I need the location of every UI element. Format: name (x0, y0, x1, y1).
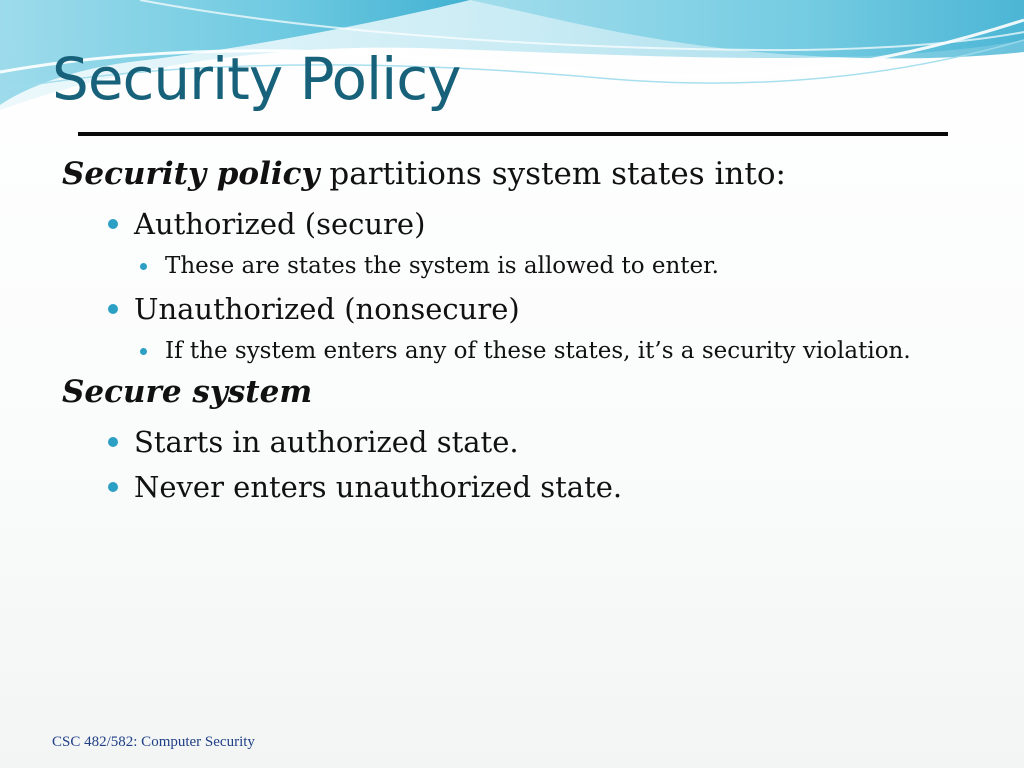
authorized-detail: These are states the system is allowed to enter. (165, 253, 719, 279)
list-item-secure-point (134, 470, 622, 504)
bullet-dot (108, 304, 118, 314)
policy-intro (62, 156, 786, 192)
unauthorized-label: Unauthorized (nonsecure) (134, 292, 520, 326)
secure-system-term: Secure system (62, 374, 313, 410)
list-item-secure-point (134, 425, 519, 459)
authorized-label: Authorized (secure) (134, 207, 426, 241)
secure-system-heading (62, 374, 313, 410)
unauthorized-detail: If the system enters any of these states, it’s a security violation. (165, 338, 911, 364)
secure-point-text: Never enters unauthorized state. (134, 470, 623, 504)
bullet-dot (140, 348, 147, 355)
policy-term: Security policy (62, 156, 320, 192)
list-item-authorized-detail (165, 253, 719, 279)
policy-intro-text: partitions system states into: (319, 156, 786, 192)
list-item-authorized (134, 207, 425, 241)
slide-title: Security Policy (52, 45, 461, 113)
list-item-unauthorized (134, 292, 520, 326)
bullet-dot (140, 263, 147, 270)
secure-point-text: Starts in authorized state. (134, 425, 519, 459)
bullet-dot (108, 219, 118, 229)
slide-footer: CSC 482/582: Computer Security (52, 734, 255, 750)
list-item-unauthorized-detail (165, 338, 911, 364)
bullet-dot (108, 482, 118, 492)
bullet-dot (108, 437, 118, 447)
title-underline (78, 132, 948, 136)
